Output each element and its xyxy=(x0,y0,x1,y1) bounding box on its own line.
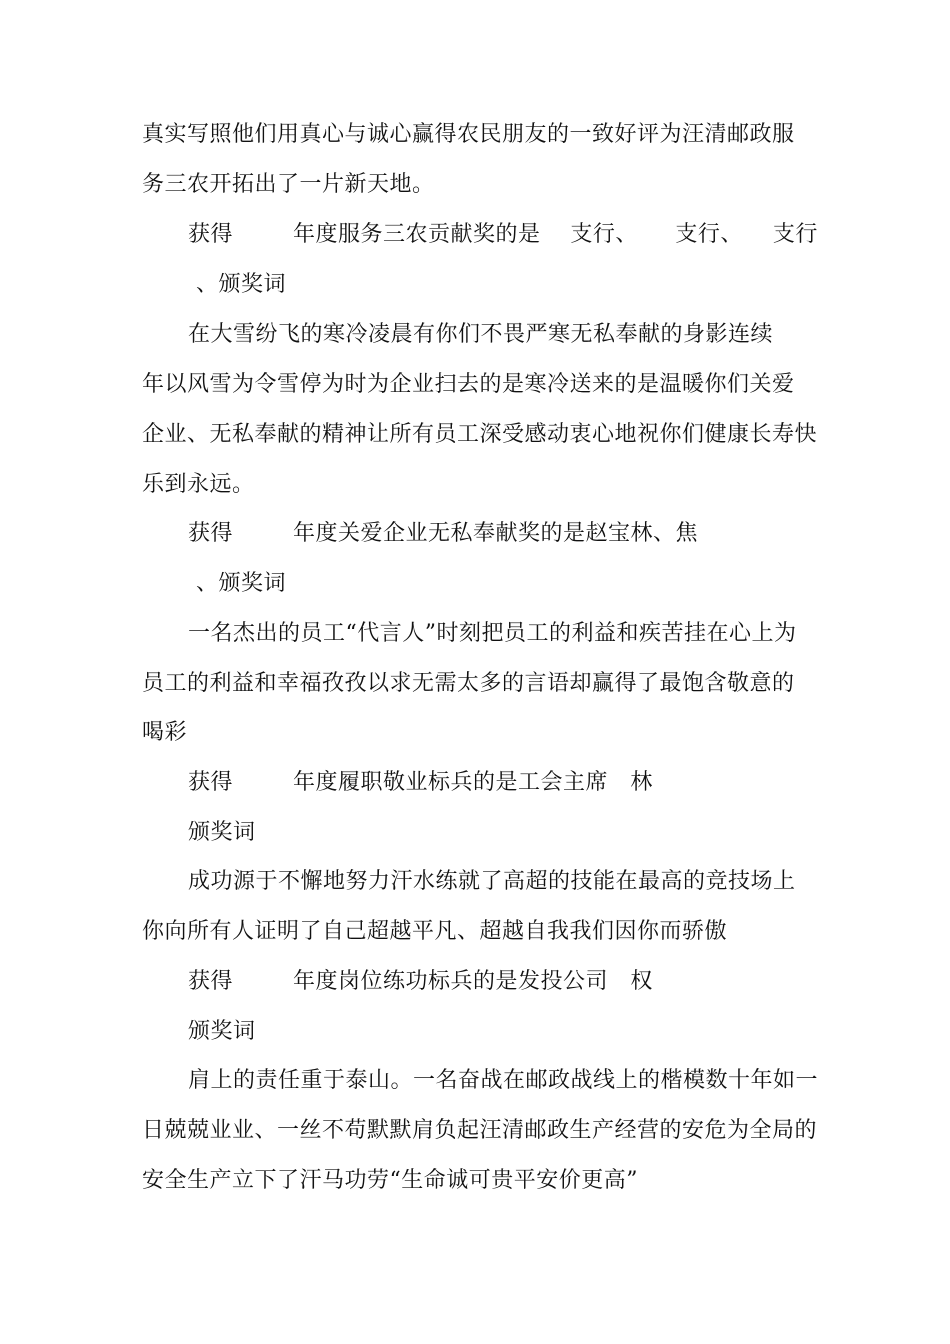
paragraph-line: 员工的利益和幸福孜孜以求无需太多的言语却赢得了最饱含敬意的 xyxy=(142,671,795,696)
award-line: 获得 年度履职敬业标兵的是工会主席 林 xyxy=(188,770,653,795)
award-speech-heading: 颁奖词 xyxy=(188,1019,256,1044)
award-speech-heading: 、颁奖词 xyxy=(196,571,287,596)
paragraph-line: 乐到永远。 xyxy=(142,472,255,497)
award-speech-heading: 、颁奖词 xyxy=(196,272,287,297)
award-line: 获得 年度关爱企业无私奉献奖的是赵宝林、焦 xyxy=(188,521,698,546)
paragraph-line: 企业、无私奉献的精神让所有员工深受感动衷心地祝你们健康长寿快 xyxy=(142,422,818,447)
paragraph-line: 务三农开拓出了一片新天地。 xyxy=(142,172,435,197)
paragraph-line: 年以风雪为令雪停为时为企业扫去的是寒冷送来的是温暖你们关爱 xyxy=(142,372,795,397)
paragraph-line: 日兢兢业业、一丝不苟默默肩负起汪清邮政生产经营的安危为全局的 xyxy=(142,1118,818,1143)
paragraph-line: 肩上的责任重于泰山。一名奋战在邮政战线上的楷模数十年如一 xyxy=(188,1068,819,1093)
award-line: 获得 年度岗位练功标兵的是发投公司 权 xyxy=(188,969,653,994)
paragraph-line: 你向所有人证明了自己超越平凡、超越自我我们因你而骄傲 xyxy=(142,919,728,944)
award-line: 获得 年度服务三农贡献奖的是 支行、 支行、 支行 xyxy=(188,222,818,247)
paragraph-line: 在大雪纷飞的寒冷凌晨有你们不畏严寒无私奉献的身影连续 xyxy=(188,322,774,347)
paragraph-line: 一名杰出的员工“代言人”时刻把员工的利益和疾苦挂在心上为 xyxy=(188,621,797,646)
paragraph-line: 喝彩 xyxy=(142,720,188,745)
paragraph-line: 成功源于不懈地努力汗水练就了高超的技能在最高的竞技场上 xyxy=(188,869,796,894)
award-speech-heading: 颁奖词 xyxy=(188,820,256,845)
paragraph-line: 安全生产立下了汗马功劳“生命诚可贵平安价更高” xyxy=(142,1168,638,1193)
paragraph-line: 真实写照他们用真心与诚心赢得农民朋友的一致好评为汪清邮政服 xyxy=(142,122,795,147)
